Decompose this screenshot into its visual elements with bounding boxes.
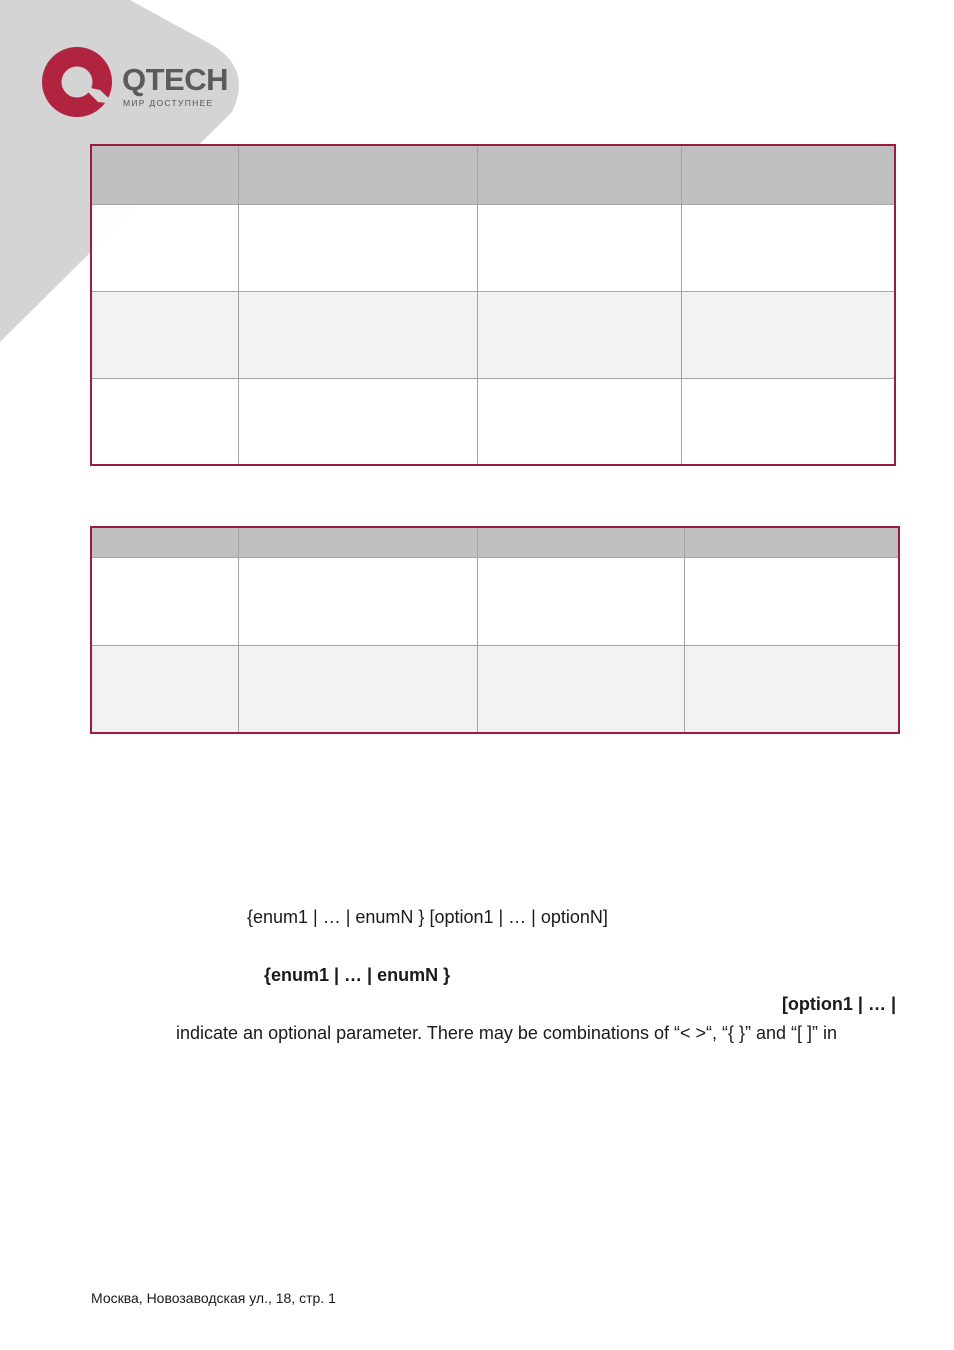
table-row: [91, 645, 899, 733]
header-cell: [477, 145, 681, 204]
table-cell: [91, 557, 238, 645]
table-cell: [681, 291, 895, 378]
table-cell: [477, 378, 681, 465]
table-2: [90, 526, 900, 734]
table-row: [91, 291, 895, 378]
table-cell: [91, 291, 238, 378]
qtech-logo: [42, 46, 242, 122]
logo-tagline: МИР ДОСТУПНЕЕ: [123, 98, 214, 108]
table-cell: [91, 378, 238, 465]
header-cell: [91, 527, 238, 557]
header-cell: [684, 527, 899, 557]
table-cell: [91, 645, 238, 733]
table-row: [91, 557, 899, 645]
table-cell: [477, 291, 681, 378]
header-cell: [238, 527, 477, 557]
table-cell: [684, 557, 899, 645]
header-cell: [681, 145, 895, 204]
syntax-line: {enum1 | … | enumN } [option1 | … | optionN]: [247, 907, 608, 927]
footer-address: Москва, Новозаводская ул., 18, стр. 1: [91, 1290, 336, 1306]
table-cell: [681, 204, 895, 291]
table-cell: [684, 645, 899, 733]
table-cell: [91, 204, 238, 291]
header-cell: [238, 145, 477, 204]
table-cell: [238, 378, 477, 465]
logo-q-icon: [42, 46, 118, 122]
table-1: [90, 144, 896, 466]
table-header-row: [91, 527, 899, 557]
table-cell: [681, 378, 895, 465]
table-cell: [238, 645, 477, 733]
table-cell: [238, 291, 477, 378]
enum-bold-text: {enum1 | … | enumN }: [264, 965, 451, 985]
header-cell: [477, 527, 684, 557]
header-cell: [91, 145, 238, 204]
table-header-row: [91, 145, 895, 204]
option-bold-text: [option1 | … |: [781, 994, 896, 1014]
table-cell: [477, 557, 684, 645]
table-row: [91, 378, 895, 465]
indicate-text: indicate an optional parameter. There may be combinations of “< >“, “{ }” and “[ ]” in: [176, 1023, 838, 1043]
table-cell: [238, 204, 477, 291]
table-cell: [477, 204, 681, 291]
logo-wordmark: QTECH: [122, 62, 228, 97]
table-row: [91, 204, 895, 291]
table-cell: [238, 557, 477, 645]
table-cell: [477, 645, 684, 733]
